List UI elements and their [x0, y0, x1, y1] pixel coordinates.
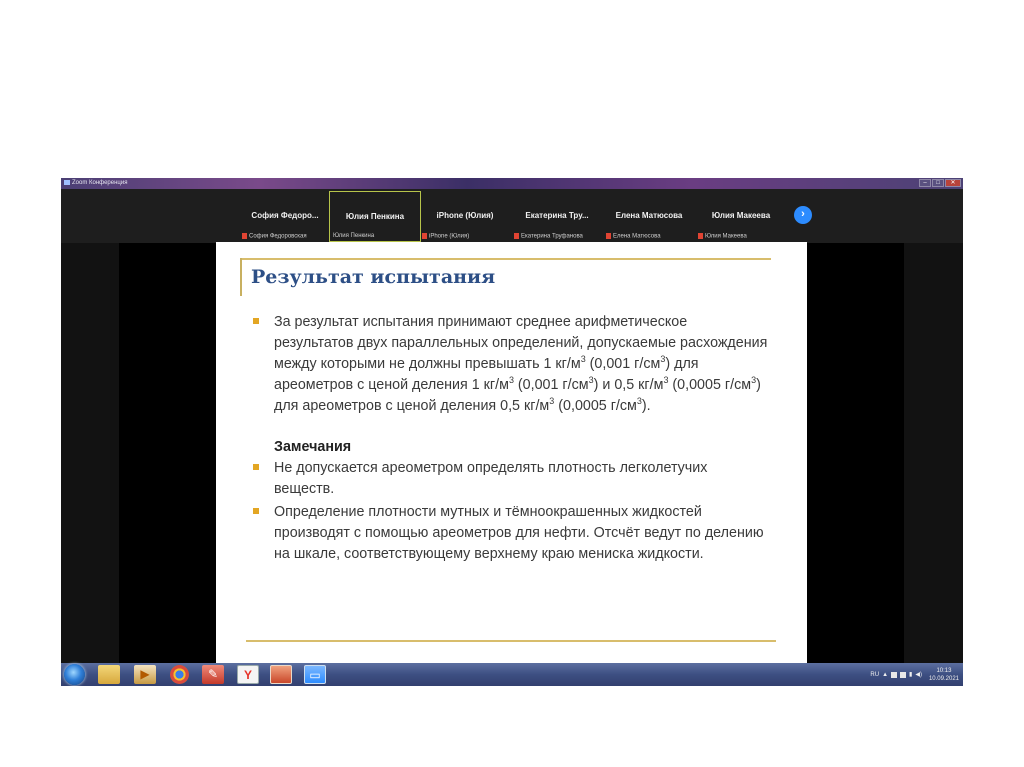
- muted-mic-icon: [606, 233, 611, 239]
- participant-name-label: [242, 233, 307, 240]
- clock-date: 10.09.2021: [928, 675, 959, 682]
- slide-bottom-rule: [246, 640, 776, 642]
- slide-top-rule: [242, 258, 771, 260]
- participant-tile[interactable]: [603, 191, 695, 242]
- title-bar: [61, 178, 963, 189]
- clock[interactable]: [929, 667, 959, 683]
- participant-name: iPhone (Юлия): [429, 234, 470, 240]
- media-player-icon[interactable]: ▶: [134, 665, 156, 684]
- bullet-text: Определение плотности мутных и тёмноокрашенных жидкостей производят с помощью ареометров для нефти. Отсчёт ведут по делению на шкале, соответствующему верхнему краю мениска жидкости.: [274, 504, 764, 562]
- tray-app-icon[interactable]: [900, 672, 906, 678]
- participant-name: Елена Матюсова: [613, 234, 661, 240]
- text-fragment: ).: [641, 398, 651, 414]
- participant-name-label: [698, 233, 747, 240]
- muted-mic-icon: [242, 233, 247, 239]
- superscript: 3: [588, 375, 594, 386]
- minimize-button[interactable]: –: [919, 179, 931, 187]
- muted-mic-icon: [422, 233, 427, 239]
- window-title-text: Zoom Конференция: [72, 180, 128, 186]
- letterbox-left: [119, 243, 216, 663]
- zoom-icon[interactable]: ▭: [304, 665, 326, 684]
- participant-display-name: Юлия Пенкина: [345, 212, 405, 221]
- participant-tile[interactable]: [419, 191, 511, 242]
- yandex-browser-icon[interactable]: Y: [237, 665, 259, 684]
- text-fragment: ) для ареометров с ценой деления 0,5 кг/м: [274, 377, 761, 414]
- language-indicator[interactable]: RU: [870, 671, 880, 678]
- text-fragment: (0,001 г/см: [513, 377, 589, 393]
- zoom-app-icon: [64, 180, 70, 185]
- chrome-icon[interactable]: [170, 665, 189, 684]
- participant-name: София Федоровская: [249, 234, 307, 240]
- participant-strip: [61, 189, 963, 243]
- windows-start-icon[interactable]: [64, 664, 85, 685]
- participant-name: Юлия Пенкина: [333, 233, 375, 239]
- slide-title: Результат испытания: [251, 266, 496, 288]
- powerpoint-icon[interactable]: [270, 665, 292, 684]
- superscript: 3: [751, 375, 757, 386]
- remarks-heading: Замечания: [274, 439, 352, 455]
- folder-icon[interactable]: [98, 665, 120, 684]
- text-fragment: (0,001 г/см: [585, 356, 661, 372]
- text-fragment: (0,0005 г/см: [554, 398, 637, 414]
- text-fragment: ) для ареометров с ценой деления 1 кг/м: [274, 356, 699, 393]
- participant-display-name: Юлия Макеева: [711, 211, 771, 220]
- maximize-button[interactable]: □: [932, 179, 944, 187]
- volume-icon[interactable]: ◀): [915, 672, 922, 678]
- text-fragment: За результат испытания принимают среднее арифметическое результатов двух параллельных определений, допускаемые расхождения между которыми не должны превышать 1 кг/м: [274, 314, 768, 372]
- participant-name: Юлия Макеева: [705, 234, 747, 240]
- tray-arrow-icon[interactable]: ▲: [882, 671, 889, 678]
- presentation-slide: [216, 242, 807, 663]
- window-controls: [919, 179, 961, 187]
- superscript: 3: [660, 354, 666, 365]
- windows-taskbar: [61, 663, 963, 686]
- chevron-right-icon[interactable]: ›: [794, 206, 812, 224]
- bullet-text: Не допускается ареометром определять плотность легколетучих веществ.: [274, 460, 708, 497]
- participant-tile[interactable]: [239, 191, 331, 242]
- zoom-window: [61, 178, 963, 686]
- muted-mic-icon: [698, 233, 703, 239]
- participant-name: Екатерина Труфанова: [521, 234, 583, 240]
- system-tray: [870, 663, 961, 686]
- participant-display-name: iPhone (Юлия): [436, 211, 494, 220]
- bullet-icon: [253, 318, 259, 324]
- participant-name-label: [606, 233, 661, 240]
- superscript: 3: [508, 375, 514, 386]
- flag-icon[interactable]: [891, 672, 897, 678]
- participant-name-label: [514, 233, 583, 240]
- app-icon[interactable]: ✎: [202, 665, 224, 684]
- slide-bullet: [253, 458, 768, 500]
- participant-tile[interactable]: [695, 191, 787, 242]
- participant-tile-active[interactable]: [329, 191, 421, 242]
- network-icon[interactable]: ▮: [909, 672, 913, 678]
- text-fragment: (0,0005 г/см: [668, 377, 752, 393]
- participant-name-label: [422, 233, 469, 240]
- slide-bullet: [253, 502, 768, 565]
- bullet-icon: [253, 508, 259, 514]
- participant-display-name: София Федоро...: [251, 211, 319, 220]
- text-fragment: ) и 0,5 кг/м: [593, 377, 664, 393]
- shared-screen: [61, 243, 963, 663]
- letterbox-right: [807, 243, 904, 663]
- participant-tile[interactable]: [511, 191, 603, 242]
- participant-name-label: [333, 233, 374, 239]
- window-title: [64, 178, 127, 189]
- participant-display-name: Екатерина Тру...: [525, 211, 589, 220]
- slide-title-accent: [240, 258, 242, 296]
- muted-mic-icon: [514, 233, 519, 239]
- superscript: 3: [580, 354, 586, 365]
- superscript: 3: [663, 375, 669, 386]
- close-button[interactable]: ✕: [945, 179, 961, 187]
- slide-paragraph: [253, 312, 768, 417]
- slide-body: [253, 312, 768, 565]
- superscript: 3: [636, 396, 642, 407]
- participant-display-name: Елена Матюсова: [615, 211, 683, 220]
- bullet-icon: [253, 464, 259, 470]
- clock-time: 10:13: [936, 667, 952, 674]
- superscript: 3: [549, 396, 555, 407]
